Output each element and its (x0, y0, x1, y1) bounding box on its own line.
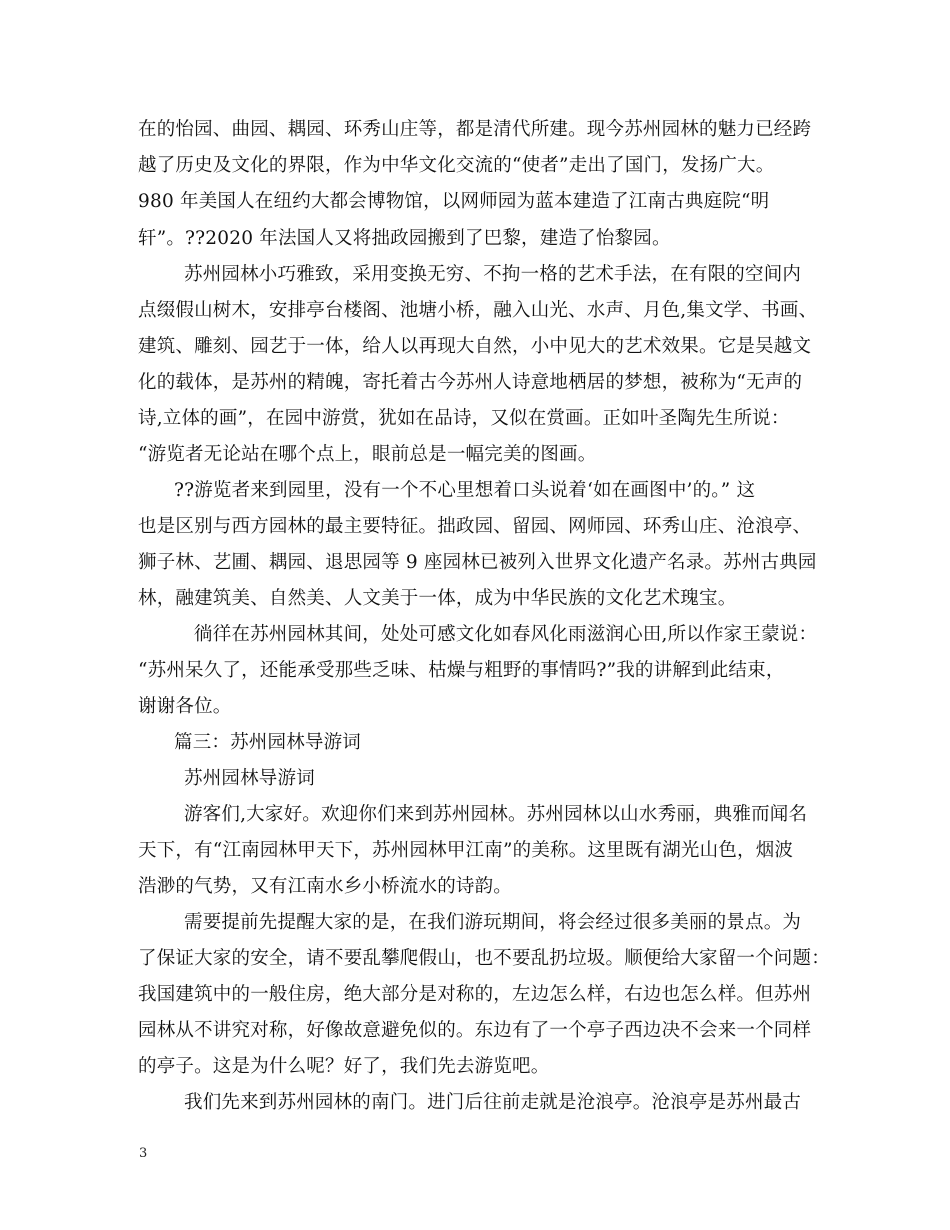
page-number: 3 (139, 1146, 148, 1161)
text-line-12: 也是区别与西方园林的最主要特征。拙政园、留园、网师园、环秀山庄、沧浪亭、 (138, 516, 812, 537)
text-line-17: 谢谢各位。 (138, 696, 232, 717)
text-line-9: 诗,立体的画”，在园中游赏，犹如在品诗，又似在赏画。正如叶圣陶先生所说： (138, 408, 790, 429)
text-line-2: 越了历史及文化的界限，作为中华文化交流的“使者”走出了国门，发扬广大。 (138, 155, 775, 176)
section-subheading: 苏州园林导游词 (184, 768, 315, 789)
text-line-4: 轩”。??2020 年法国人又将拙政园搬到了巴黎，建造了怡黎园。 (138, 228, 671, 249)
text-line-25: 我国建筑中的一般住房，绝大部分是对称的，左边怎么样，右边也怎么样。但苏州 (138, 984, 812, 1005)
text-line-1: 在的怡园、曲园、耦园、环秀山庄等，都是清代所建。现今苏州园林的魅力已经跨 (138, 119, 812, 140)
section-heading: 篇三：苏州园林导游词 (174, 732, 362, 753)
text-line-10: “游览者无论站在哪个点上，眼前总是一幅完美的图画。 (138, 444, 597, 465)
text-line-15: 徜徉在苏州园林其间，处处可感文化如春风化雨滋润心田,所以作家王蒙说： (194, 624, 818, 645)
text-line-22: 浩渺的气势，又有江南水乡小桥流水的诗韵。 (138, 876, 513, 897)
text-line-8: 化的载体，是苏州的精魄，寄托着古今苏州人诗意地栖居的梦想，被称为“无声的 (138, 372, 803, 393)
text-line-20: 游客们,大家好。欢迎你们来到苏州园林。苏州园林以山水秀丽，典雅而闻名 (184, 804, 808, 825)
text-line-24: 了保证大家的安全，请不要乱攀爬假山，也不要乱扔垃圾。顺便给大家留一个问题： (138, 948, 830, 969)
text-line-26: 园林从不讲究对称，好像故意避免似的。东边有了一个亭子西边决不会来一个同样 (138, 1020, 812, 1041)
text-line-13: 狮子林、艺圃、耦园、退思园等 9 座园林已被列入世界文化遗产名录。苏州古典园 (138, 552, 817, 573)
text-line-16: “苏州呆久了，还能承受那些乏味、枯燥与粗野的事情吗?”我的讲解到此结束， (138, 660, 785, 681)
text-line-5: 苏州园林小巧雅致，采用变换无穷、不拘一格的艺术手法，在有限的空间内 (184, 264, 802, 285)
text-line-27: 的亭子。这是为什么呢？好了，我们先去游览吧。 (138, 1056, 550, 1077)
text-line-14: 林，融建筑美、自然美、人文美于一体，成为中华民族的文化艺术瑰宝。 (138, 588, 737, 609)
text-line-7: 建筑、雕刻、园艺于一体，给人以再现大自然，小中见大的艺术效果。它是吴越文 (138, 336, 812, 357)
text-line-28: 我们先来到苏州园林的南门。进门后往前走就是沧浪亭。沧浪亭是苏州最古 (184, 1092, 802, 1113)
text-line-23: 需要提前先提醒大家的是，在我们游玩期间，将会经过很多美丽的景点。为 (184, 912, 802, 933)
text-line-21: 天下，有“江南园林甲天下，苏州园林甲江南”的美称。这里既有湖光山色，烟波 (138, 840, 794, 861)
text-line-6: 点缀假山树木，安排亭台楼阁、池塘小桥，融入山光、水声、月色,集文学、书画、 (138, 300, 818, 321)
text-line-3: 980 年美国人在纽约大都会博物馆，以网师园为蓝本建造了江南古典庭院“明 (138, 191, 770, 212)
text-line-11: ??游览者来到园里，没有一个不心里想着口头说着‘如在画图中’的。” 这 (174, 480, 756, 501)
